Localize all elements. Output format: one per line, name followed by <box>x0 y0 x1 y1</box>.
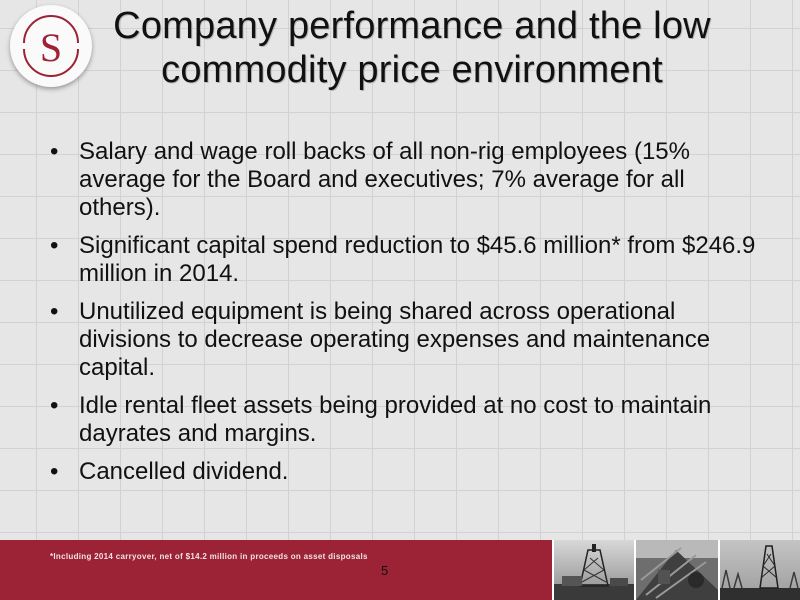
logo-emblem-icon <box>10 5 92 87</box>
company-logo <box>10 5 92 87</box>
bullet-text: Salary and wage roll backs of all non-rig employees (15% average for the Board and executives; 7% average for all others). <box>79 138 690 221</box>
title-line-1: Company performance and the low <box>113 5 711 47</box>
rig-photo-1 <box>552 540 634 600</box>
page-number: 5 <box>381 563 389 578</box>
bullet-item <box>46 392 766 448</box>
footer-bar <box>0 540 800 600</box>
bullet-item <box>46 138 766 222</box>
bullet-item <box>46 298 766 382</box>
bullet-text: Cancelled dividend. <box>79 458 289 485</box>
bullet-text: Significant capital spend reduction to $45.6 million* from $246.9 million in 2014. <box>79 232 756 287</box>
bullet-item <box>46 458 766 486</box>
bullet-dot-icon: • <box>50 232 59 259</box>
bullet-dot-icon: • <box>50 458 59 485</box>
bullet-dot-icon: • <box>50 138 59 165</box>
bullet-text: Idle rental fleet assets being provided at no cost to maintain dayrates and margins. <box>79 392 712 447</box>
bullet-dot-icon: • <box>50 392 59 419</box>
title-line-2: commodity price environment <box>161 49 663 91</box>
footnote: *Including 2014 carryover, net of $14.2 million in proceeds on asset disposals <box>50 552 368 561</box>
bullet-item <box>46 232 766 288</box>
bullet-list <box>46 138 766 496</box>
rig-photo-2 <box>634 540 718 600</box>
logo-letter: S <box>39 25 63 70</box>
rig-photo-3 <box>718 540 800 600</box>
bullet-dot-icon: • <box>50 298 59 325</box>
bullet-text: Unutilized equipment is being shared across operational divisions to decrease operating expenses and maintenance capital. <box>79 298 711 381</box>
slide-title <box>92 4 732 92</box>
